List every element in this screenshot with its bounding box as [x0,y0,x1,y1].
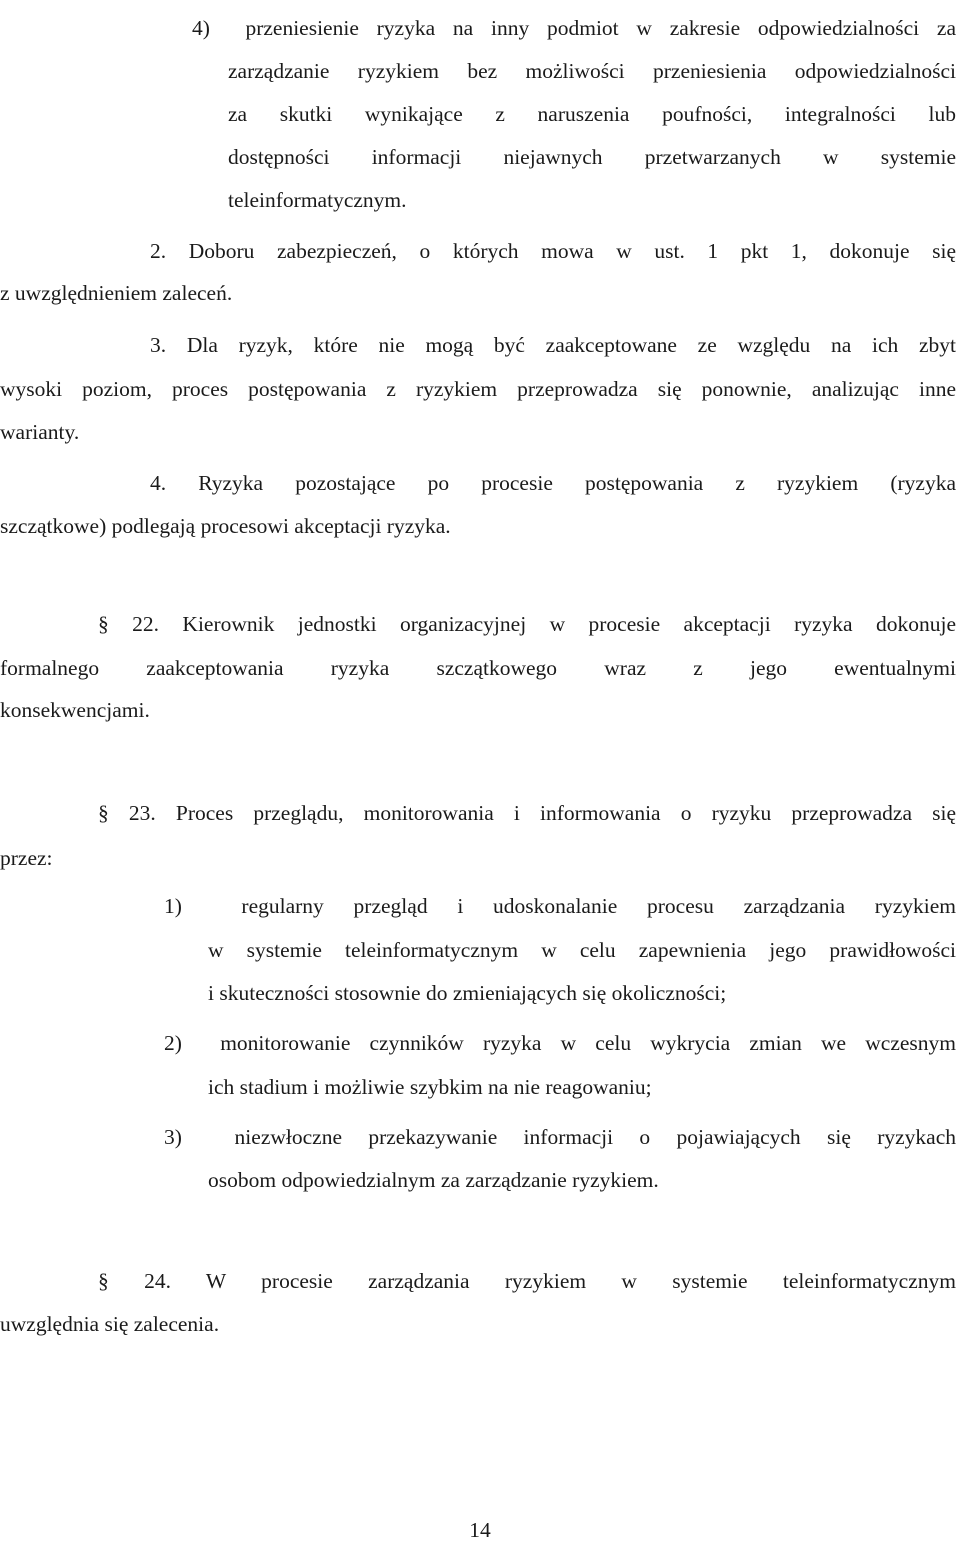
text-line-par-22-2: formalnego zaakceptowania ryzyka szczątkowego wraz z jego ewentualnymi [0,656,956,680]
text-line-par-23-1: § 23. Proces przeglądu, monitorowania i informowania o ryzyku przeprowadza się [98,801,956,825]
text-line-ust-2-1: 2. Doboru zabezpieczeń, o których mowa w ust. 1 pkt 1, dokonuje się [150,239,956,263]
page-number: 14 [469,1518,491,1542]
text-line-item-4-2: zarządzanie ryzykiem bez możliwości przeniesienia odpowiedzialności [228,59,956,83]
text-line-par-24-2: uwzględnia się zalecenia. [0,1312,220,1336]
text-line-list-2-2: ich stadium i możliwie szybkim na nie reagowaniu; [208,1075,652,1099]
text-line-ust-4-1: 4. Ryzyka pozostające po procesie postępowania z ryzykiem (ryzyka [150,471,956,495]
text-line-list-1-2: w systemie teleinformatycznym w celu zapewnienia jego prawidłowości [208,938,956,962]
text-line-list-1-1: 1) regularny przegląd i udoskonalanie procesu zarządzania ryzykiem [164,894,956,918]
text-line-ust-2-2: z uwzględnieniem zaleceń. [0,281,233,305]
text-line-item-4-5: teleinformatycznym. [228,188,407,212]
text-line-par-22-3: konsekwencjami. [0,698,150,722]
text-line-par-23-2: przez: [0,846,53,870]
text-line-list-3-2: osobom odpowiedzialnym za zarządzanie ryzykiem. [208,1168,659,1192]
text-line-list-1-3: i skuteczności stosownie do zmieniających się okoliczności; [208,981,727,1005]
text-line-list-2-1: 2) monitorowanie czynników ryzyka w celu wykrycia zmian we wczesnym [164,1031,956,1055]
text-line-ust-3-3: warianty. [0,420,80,444]
text-line-par-22-1: § 22. Kierownik jednostki organizacyjnej w procesie akceptacji ryzyka dokonuje [98,612,956,636]
text-line-ust-3-1: 3. Dla ryzyk, które nie mogą być zaakceptowane ze względu na ich zbyt [150,333,956,357]
text-line-ust-3-2: wysoki poziom, proces postępowania z ryzykiem przeprowadza się ponownie, analizując inne [0,377,956,401]
text-line-item-4-1: 4) przeniesienie ryzyka na inny podmiot w zakresie odpowiedzialności za [192,16,956,40]
text-line-item-4-4: dostępności informacji niejawnych przetwarzanych w systemie [228,145,956,169]
text-line-par-24-1: § 24. W procesie zarządzania ryzykiem w systemie teleinformatycznym [98,1269,956,1293]
text-line-item-4-3: za skutki wynikające z naruszenia poufności, integralności lub [228,102,956,126]
text-line-ust-4-2: szczątkowe) podlegają procesowi akceptacji ryzyka. [0,514,451,538]
text-line-list-3-1: 3) niezwłoczne przekazywanie informacji o pojawiających się ryzykach [164,1125,956,1149]
